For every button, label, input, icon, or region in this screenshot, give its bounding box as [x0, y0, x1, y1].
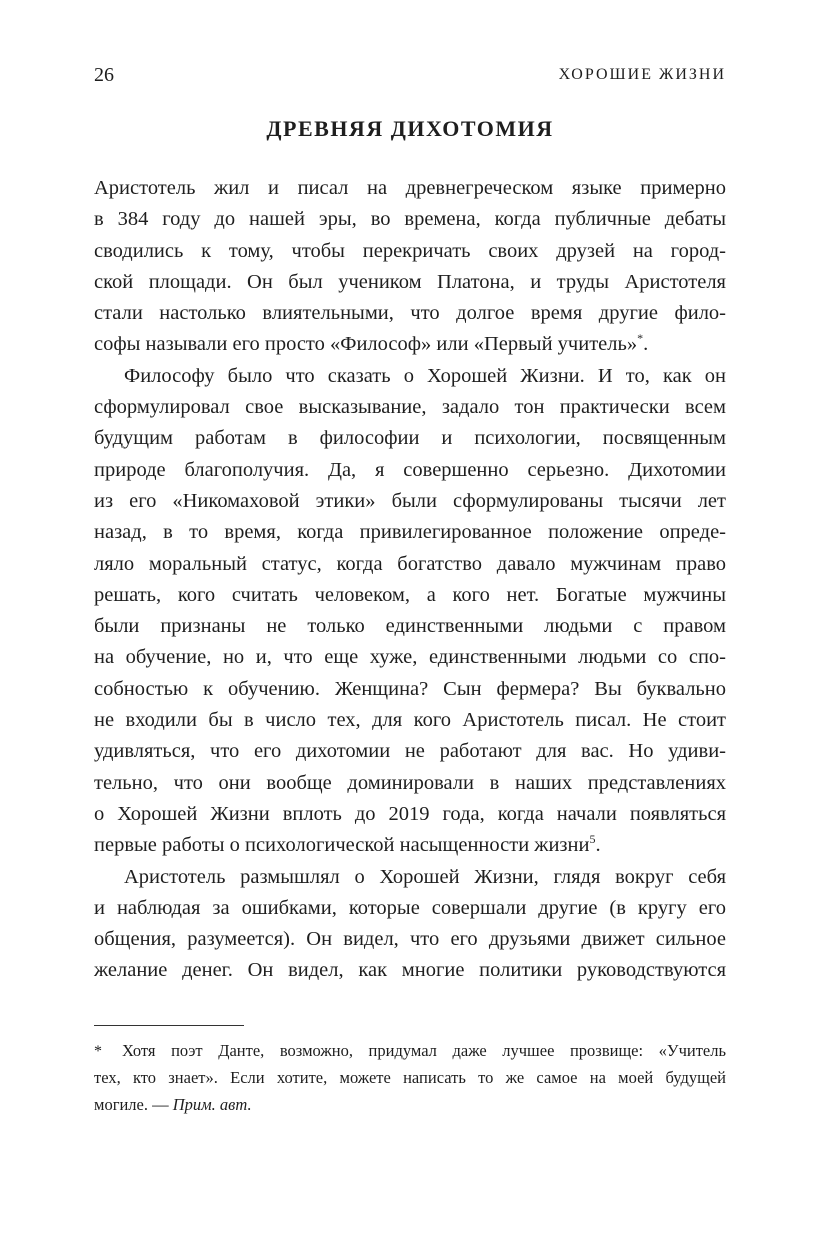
- footnote-divider: [94, 1025, 244, 1026]
- text-line: [94, 830, 726, 861]
- text-fragment: .: [643, 333, 649, 356]
- text-line: [94, 329, 726, 360]
- text-line: Аристотель размышлял о Хорошей Жизни, глядя вокруг себя: [124, 865, 726, 888]
- text-fragment: .: [595, 834, 601, 857]
- text-line: будущим работам в философии и психологии, посвященным: [94, 427, 726, 450]
- text-line: ской площади. Он был учеником Платона, и труды Аристотеля: [94, 270, 726, 293]
- text-line: в 384 году до нашей эры, во времена, когда публичные дебаты: [94, 208, 726, 231]
- footnote-line: тех, кто знает». Если хотите, можете написать то же самое на моей будущей: [94, 1068, 726, 1087]
- text-fragment: софы называли его просто «Философ» или «Первый учитель»: [94, 333, 638, 356]
- footnote-marker: *: [94, 1043, 102, 1060]
- running-title: ХОРОШИЕ ЖИЗНИ: [558, 66, 726, 83]
- text-line: природе благополучия. Да, я совершенно серьезно. Дихотомии: [94, 458, 726, 481]
- paragraph-3: [94, 862, 726, 987]
- text-line: сформулировал свое высказывание, задало тон практически всем: [94, 396, 726, 419]
- text-line: сводились к тому, чтобы перекричать своих друзей на город-: [94, 239, 726, 262]
- text-line: Аристотель жил и писал на древнегреческом языке примерно: [94, 177, 726, 199]
- text-line: и наблюдая за ошибками, которые совершали другие (в кругу его: [94, 896, 726, 919]
- footnote-line: [94, 1091, 726, 1118]
- text-line: были признаны не только единственными людьми с правом: [94, 615, 726, 638]
- footnote-author-note: Прим. авт.: [172, 1095, 252, 1114]
- footnote-reference: *: [637, 331, 644, 346]
- text-line: Философу было что сказать о Хорошей Жизни. И то, как он: [124, 364, 726, 387]
- text-line: стали настолько влиятельными, что долгое время другие фило-: [94, 302, 726, 325]
- text-line: тельно, что они вообще доминировали в наших представлениях: [94, 771, 726, 794]
- footnote-text: могиле. —: [94, 1095, 173, 1114]
- paragraph-1: [94, 173, 726, 361]
- text-line: на обучение, но и, что еще хуже, единственными людьми со спо-: [94, 646, 726, 669]
- paragraph-2: [94, 361, 726, 862]
- page-number: 26: [94, 64, 114, 86]
- text-line: собностью к обучению. Женщина? Сын фермера? Вы буквально: [94, 677, 726, 700]
- text-line: не входили бы в число тех, для кого Аристотель писал. Не стоит: [94, 709, 726, 732]
- body-text: [94, 173, 726, 987]
- footnote: [94, 1037, 726, 1118]
- text-line: из его «Никомаховой этики» были сформулированы тысячи лет: [94, 489, 726, 512]
- text-line: назад, в то время, когда привилегированное положение опреде-: [94, 521, 726, 544]
- text-fragment: первые работы о психологической насыщенности жизни: [94, 834, 590, 857]
- footnote-line: Хотя поэт Данте, возможно, придумал даже лучшее прозвище: «Учитель: [122, 1041, 726, 1060]
- text-line: ляло моральный статус, когда богатство давало мужчинам право: [94, 552, 726, 575]
- section-heading: ДРЕВНЯЯ ДИХОТОМИЯ: [266, 116, 554, 141]
- page-header: [94, 62, 726, 88]
- text-line: общения, разумеется). Он видел, что его друзьями движет сильное: [94, 928, 726, 951]
- text-line: желание денег. Он видел, как многие политики руководствуются: [94, 959, 726, 982]
- text-line: решать, кого считать человеком, а кого нет. Богатые мужчины: [94, 583, 726, 606]
- text-line: удивляться, что его дихотомии не работают для вас. Но удиви-: [94, 740, 726, 763]
- text-line: о Хорошей Жизни вплоть до 2019 года, когда начали появляться: [94, 802, 726, 825]
- footnote-reference: 5: [589, 832, 596, 847]
